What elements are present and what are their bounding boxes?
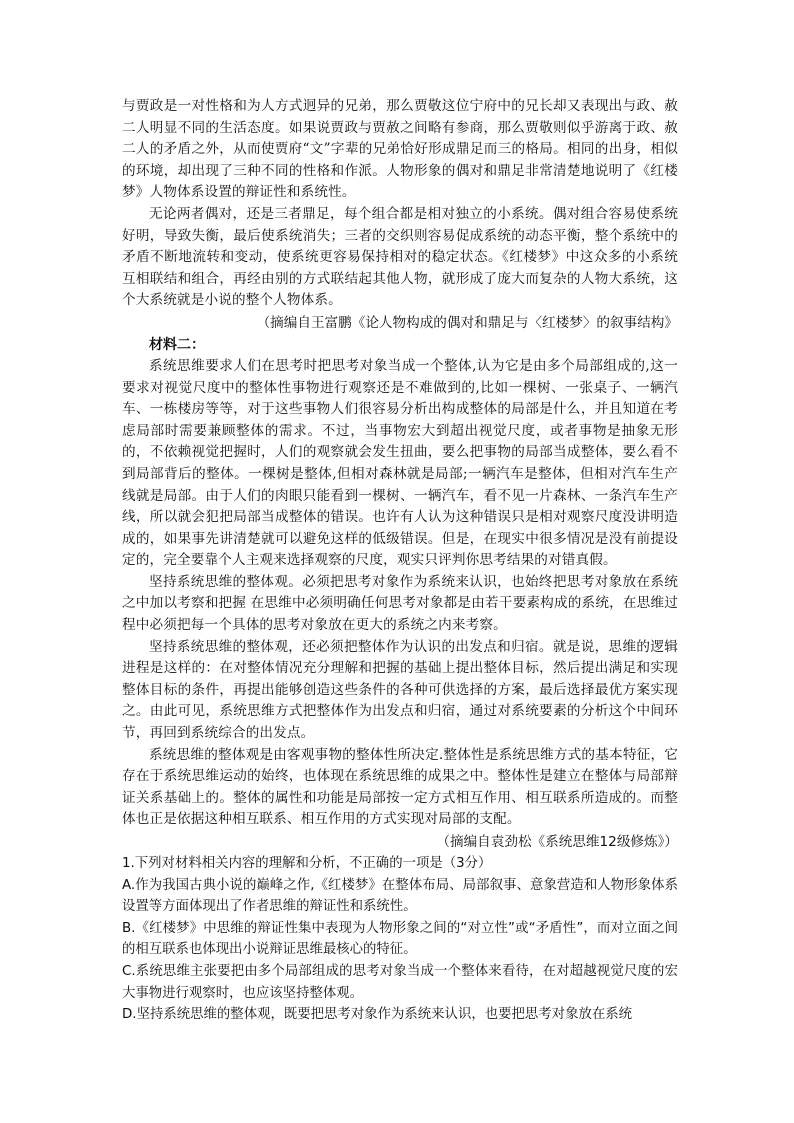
material1-paragraph-continued: 与贾政是一对性格和为人方式迥异的兄弟，那么贾敬这位宁府中的兄长却又表现出与政、赦二人明显不同的生活态度。如果说贾政与贾赦之间略有参商，那么贾敬则似乎游离于政、赦二人的矛盾之外，从而使贾府“文”字辈的兄弟恰好形成鼎足而三的格局。相同的出身，相似的环境，却出现了三种不同的性格和作派。人物形象的偶对和鼎足非常清楚地说明了《红楼梦》人物体系设置的辩证性和系统性。 <box>122 98 678 201</box>
material2-paragraph-1: 系统思维要求人们在思考时把思考对象当成一个整体,认为它是由多个局部组成的,这一要求对视觉尺度中的整体性事物进行观察还是不难做到的,比如一棵树、一张桌子、一辆汽车、一栋楼房等等，对于这些事物人们很容易分析出构成整体的局部是什么，并且知道在考虑局部时需要兼顾整体的需求。不过，当事物宏大到超出视觉尺度，或者事物是抽象无形的，不依赖视觉把握时，人们的观察就会发生扭曲，要么把事物的局部当成整体，要么看不到局部背后的整体。一棵树是整体,但相对森林就是局部;一辆汽车是整体，但相对汽车生产线就是局部。由于人们的肉眼只能看到一棵树、一辆汽车，看不见一片森林、一条汽车生产线，所以就会犯把局部当成整体的错误。也许有人认为这种错误只是相对观察尺度没讲明造成的，如果事先讲清楚就可以避免这样的低级错误。但是，在现实中很多情况是没有前提设定的，完全要靠个人主观来选择观察的尺度，观实只评判你思考结果的对错真假。 <box>122 357 678 569</box>
material2-paragraph-2: 坚持系统思维的整体观。必须把思考对象作为系统来认识，也始终把思考对象放在系统之中加以考察和把握 在思维中必须明确任何思考对象都是由若干要素构成的系统，在思维过程中必须把每一个具体的思考对象放在更大的系统之内来考察。 <box>122 573 678 634</box>
question-1-option-d: D.坚持系统思维的整体观，既要把思考对象作为系统来认识，也要把思考对象放在系统 <box>122 1007 633 1023</box>
material2-source: （摘编自袁劲松《系统思维12级修炼》） <box>436 834 678 850</box>
material1-paragraph-2: 无论两者偶对，还是三者鼎足，每个组合都是相对独立的小系统。偶对组合容易使系统好明，导致失衡，最后使系统消失；三者的交织则容易促成系统的动态平衡，整个系统中的矛盾不断地流转和变动，使系统更容易保持相对的稳定状态。《红楼梦》中这众多的小系统互相联结和组合，再经由别的方式联结起其他人物，就形成了庞大而复杂的人物大系统，这个大系统就是小说的整个人物体系。 <box>122 205 678 309</box>
material2-heading: 材料二： <box>149 336 205 353</box>
material2-paragraph-3: 坚持系统思维的整体观，还必须把整体作为认识的出发点和归宿。就是说，思维的逻辑进程是这样的：在对整体情况充分理解和把握的基础上提出整体目标，然后提出满足和实现整体目标的条件，再提出能够创造这些条件的各种可供选择的方案，最后选择最优方案实现之。由此可见，系统思维方式把整体作为出发点和归宿，通过对系统要素的分析这个中间环节，再回到系统综合的出发点。 <box>122 638 678 742</box>
material2-paragraph-4: 系统思维的整体观是由客观事物的整体性所决定.整体性是系统思维方式的基本特征，它存在于系统思维运动的始终，也体现在系统思维的成果之中。整体性是建立在整体与局部辩证关系基础上的。整体的属性和功能是局部按一定方式相互作用、相互联系所造成的。而整体也正是依据这种相互联系、相互作用的方式实现对局部的支配。 <box>122 746 678 828</box>
question-1-stem: 1.下列对材料相关内容的理解和分析，不正确的一项是（3分） <box>122 856 492 871</box>
material1-source: （摘编自王富鹏《论人物构成的偶对和鼎足与〈红楼梦〉的叙事结构》 <box>256 314 678 331</box>
question-1-option-b: B.《红楼梦》中思维的辩证性集中表现为人物形象之间的“对立性”或“矛盾性”，而对立面之间的相互联系也体现出小说辩证思维最核心的特征。 <box>122 920 678 958</box>
question-1-option-a: A.作为我国古典小说的巅峰之作,《红楼梦》在整体布局、局部叙事、意象营造和人物形象体系设置等方面体现出了作者思维的辩证性和系统性。 <box>122 877 678 915</box>
document-page <box>122 96 678 1026</box>
question-1-option-c: C.系统思维主张要把由多个局部组成的思考对象当成一个整体来看待，在对超越视觉尺度的宏大事物进行观察时，也应该坚持整体观。 <box>122 963 678 1001</box>
